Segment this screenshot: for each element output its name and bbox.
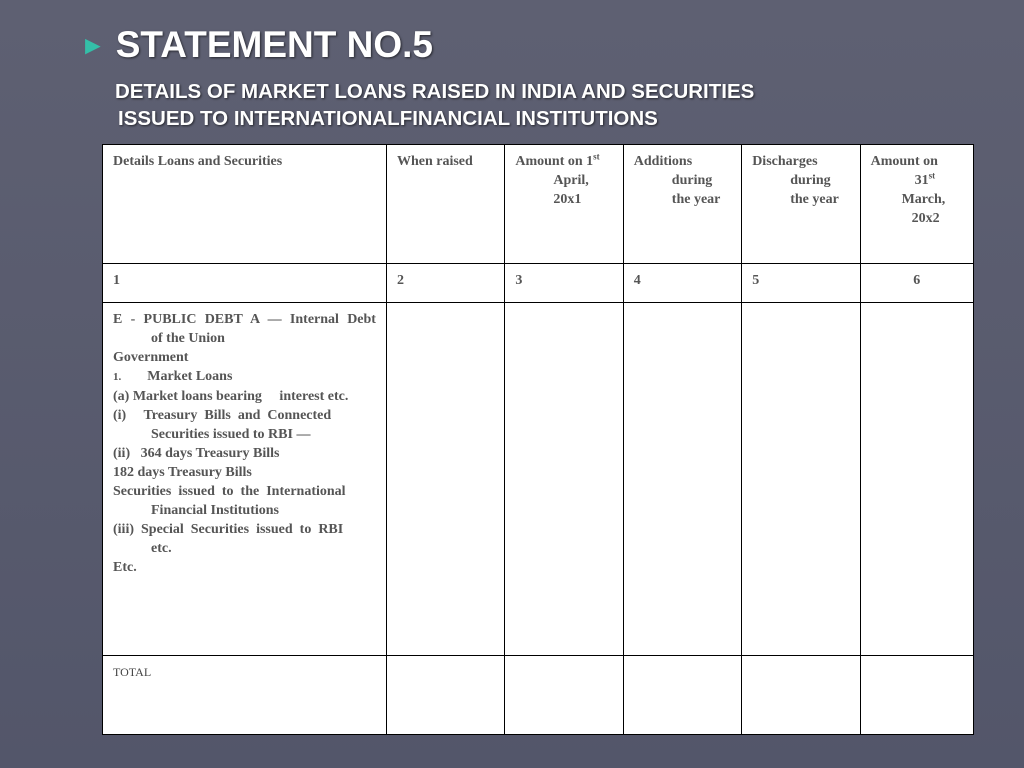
header-additions-line2: during <box>671 173 713 188</box>
column-number-row <box>103 263 974 302</box>
column-number-2: 2 <box>386 263 504 302</box>
title-row <box>80 26 433 63</box>
detail-line-union: of the Union <box>151 330 225 346</box>
public-debt-row <box>103 302 974 655</box>
subtitle-line-2: ISSUED TO INTERNATIONALFINANCIAL INSTITUTIONS <box>118 107 658 130</box>
total-when-raised <box>386 655 504 734</box>
total-discharges <box>742 655 860 734</box>
header-additions <box>623 145 741 264</box>
detail-item-number: 1. <box>113 370 122 383</box>
header-discharges <box>742 145 860 264</box>
header-amount-closing <box>860 145 973 264</box>
column-number-4: 4 <box>623 263 741 302</box>
detail-line-treasury-bills: (i) Treasury Bills and Connected <box>113 407 332 423</box>
header-discharges-line3: the year <box>790 192 839 207</box>
detail-line-special-securities: (iii) Special Securities issued to RBI <box>113 521 344 537</box>
header-amount-closing-line3: March, <box>901 192 946 207</box>
header-additions-line1: Additions <box>633 154 693 169</box>
total-additions <box>623 655 741 734</box>
slide-subtitle <box>115 78 895 132</box>
detail-line-182-days: 182 days Treasury Bills <box>113 464 252 480</box>
column-number-5: 5 <box>742 263 860 302</box>
slide-title: STATEMENT NO.5 <box>115 24 433 65</box>
header-discharges-line2: during <box>790 173 831 188</box>
column-number-6: 6 <box>860 263 973 302</box>
total-row <box>103 655 974 734</box>
column-number-3: 3 <box>505 263 623 302</box>
triangle-bullet-icon: ► <box>80 29 106 60</box>
header-details-label: Details Loans and Securities <box>113 154 283 169</box>
detail-line-government: Government <box>113 349 189 365</box>
header-amount-closing-line4: 20x2 <box>911 211 940 226</box>
detail-line-securities-international: Securities issued to the International <box>113 483 346 499</box>
header-row <box>103 145 974 264</box>
detail-line-364-days: (ii) 364 days Treasury Bills <box>113 445 280 461</box>
total-amount-closing <box>860 655 973 734</box>
header-when-raised-label: When raised <box>396 154 473 169</box>
header-amount-opening-line1 <box>515 152 612 171</box>
detail-line-market-loans-bearing: (a) Market loans bearing interest etc. <box>113 388 349 404</box>
column-number-1: 1 <box>103 263 387 302</box>
detail-line-etc: Etc. <box>113 559 137 575</box>
header-when-raised <box>386 145 504 264</box>
total-amount-opening <box>505 655 623 734</box>
public-debt-details <box>103 302 387 655</box>
detail-item-label: Market Loans <box>147 368 233 384</box>
header-amount-opening-text: Amount on 1 <box>515 154 594 169</box>
detail-line-securities-rbi: Securities issued to RBI — <box>151 426 311 442</box>
public-debt-amount-closing <box>860 302 973 655</box>
total-label: TOTAL <box>103 655 387 734</box>
subtitle-line-1: DETAILS OF MARKET LOANS RAISED IN INDIA AND SECURITIES <box>115 80 755 103</box>
header-details <box>103 145 387 264</box>
public-debt-discharges <box>742 302 860 655</box>
header-amount-opening-sup: st <box>593 151 600 162</box>
header-discharges-line1: Discharges <box>752 154 818 169</box>
header-amount-closing-line1: Amount on <box>870 154 938 169</box>
header-amount-opening-line3: 20x1 <box>553 192 582 207</box>
detail-line-financial-institutions: Financial Institutions <box>151 502 279 518</box>
detail-line-public-debt: E - PUBLIC DEBT A — Internal Debt <box>113 311 376 327</box>
header-additions-line3: the year <box>671 192 721 207</box>
header-amount-opening-line2: April, <box>553 173 589 188</box>
header-amount-closing-line2 <box>871 171 963 190</box>
header-amount-closing-day: 31 <box>914 173 929 188</box>
detail-line-etc-cont: etc. <box>151 540 172 556</box>
header-amount-closing-sup: st <box>928 170 936 181</box>
public-debt-amount-opening <box>505 302 623 655</box>
detail-line-market-loans <box>113 367 376 387</box>
header-amount-opening <box>505 145 623 264</box>
public-debt-when-raised <box>386 302 504 655</box>
statement-table <box>102 144 974 735</box>
public-debt-additions <box>623 302 741 655</box>
